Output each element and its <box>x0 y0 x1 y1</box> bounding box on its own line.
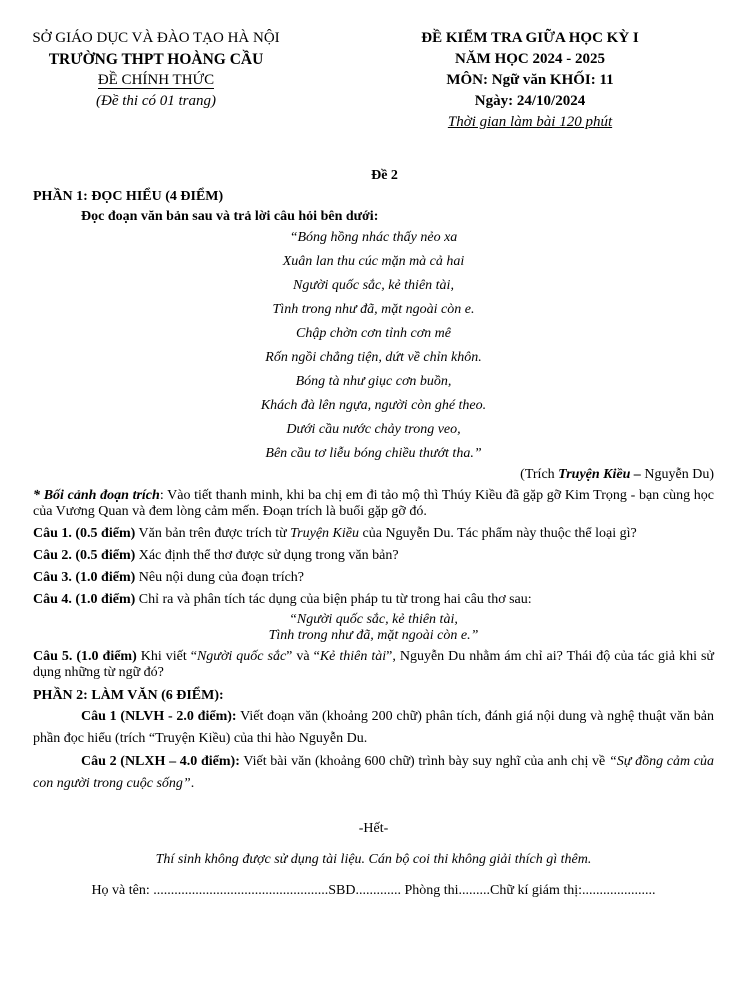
exam-note: Thí sinh không được sử dụng tài liệu. Cán bộ coi thi không giải thích gì thêm. <box>155 851 592 867</box>
exam-date: Ngày: 24/10/2024 <box>474 93 586 109</box>
school-year: NĂM HỌC 2024 - 2025 <box>455 51 605 67</box>
question-5: Câu 5. (1.0 điểm) Khi viết “Người quốc sắc” và “Kẻ thiên tài”, Nguyễn Du nhằm ám chỉ ai? Thái độ của tác giả khi sử dụng những từ ngữ đó? <box>33 649 714 681</box>
question-label: Câu 2. (0.5 điểm) <box>33 548 136 564</box>
poem-line: Bên cầu tơ liễu bóng chiều thướt tha.” <box>265 446 482 462</box>
question-4-quote <box>33 612 714 644</box>
exam-code: Đề 2 <box>371 168 398 183</box>
essay-question-2: Câu 2 (NLXH – 4.0 điểm): Viết bài văn (khoảng 600 chữ) trình bày suy nghĩ của anh chị về “Sự đồng cảm của con người trong cuộc sống”. <box>33 753 715 791</box>
source-work: Truyện Kiều – <box>558 467 641 483</box>
department-name: SỞ GIÁO DỤC VÀ ĐÀO TẠO HÀ NỘI <box>32 30 280 46</box>
poem-line: “Bóng hồng nhác thấy nẻo xa <box>289 230 458 246</box>
question-label: Câu 1 (NLVH - 2.0 điểm): <box>81 708 237 724</box>
question-1: Câu 1. (0.5 điểm) Văn bản trên được trích từ Truyện Kiều của Nguyễn Du. Tác phẩm này thuộc thể loại gì? <box>33 526 637 542</box>
exam-body <box>33 168 714 899</box>
end-mark: -Hết- <box>358 820 389 836</box>
question-2: Câu 2. (0.5 điểm) Xác định thể thơ được sử dụng trong văn bản? <box>33 548 399 564</box>
poem-source: (Trích Truyện Kiều – Nguyễn Du) <box>520 467 714 483</box>
page-count: (Đề thi có 01 trang) <box>96 93 216 109</box>
part2-title: PHẦN 2: LÀM VĂN (6 ĐIỂM): <box>33 688 224 704</box>
poem-line: Rốn ngồi chẳng tiện, dứt về chỉn khôn. <box>265 350 482 366</box>
poem-line: Xuân lan thu cúc mặn mà cả hai <box>282 254 465 270</box>
poem-line: Khách đà lên ngựa, người còn ghé theo. <box>260 398 487 414</box>
poem-line: Tình trong như đã, mặt ngoài còn e. <box>272 302 475 318</box>
quote-line: “Người quốc sắc, kẻ thiên tài, <box>289 612 458 628</box>
part1-title: PHẦN 1: ĐỌC HIỂU (4 ĐIỂM) <box>33 188 224 204</box>
question-label: Câu 3. (1.0 điểm) <box>33 570 136 586</box>
poem-line: Bóng tà như giục cơn buồn, <box>295 374 452 390</box>
essay-question-1: Câu 1 (NLVH - 2.0 điểm): Viết đoạn văn (khoảng 200 chữ) phân tích, đánh giá nội dung và nghệ thuật văn bản phần đọc hiểu (trích “Truyện Kiều) của thi hào Nguyễn Du. <box>33 708 714 746</box>
official-label: ĐỀ CHÍNH THỨC <box>97 72 215 88</box>
exam-duration: Thời gian làm bài 120 phút <box>447 114 613 130</box>
candidate-sign-line: Họ và tên: ..................................................SBD............. Phòng thi.........Chữ kí giám thị:..................... <box>91 882 656 898</box>
subject-grade: MÔN: Ngữ văn KHỐI: 11 <box>446 72 614 88</box>
question-3: Câu 3. (1.0 điểm) Nêu nội dung của đoạn trích? <box>33 570 305 586</box>
question-4: Câu 4. (1.0 điểm) Chỉ ra và phân tích tác dụng của biện pháp tu từ trong hai câu thơ sau: <box>33 592 532 608</box>
question-label: Câu 1. (0.5 điểm) <box>33 526 136 542</box>
quote-line: Tình trong như đã, mặt ngoài còn e.” <box>268 628 479 644</box>
header-left <box>10 28 302 112</box>
poem-line: Chập chờn cơn tỉnh cơn mê <box>296 326 451 342</box>
context-label: * Bối cảnh đoạn trích <box>33 488 160 504</box>
context-paragraph: * Bối cảnh đoạn trích: Vào tiết thanh minh, khi ba chị em đi tảo mộ thì Thúy Kiều đã gặp gỡ Kim Trọng - bạn cùng học của Vương Quan và đem lòng cảm mến. Đoạn trích là buổi gặp gỡ đó. <box>33 488 714 520</box>
poem-line: Người quốc sắc, kẻ thiên tài, <box>293 278 454 294</box>
poem-line: Dưới cầu nước chảy trong veo, <box>286 422 461 438</box>
question-label: Câu 5. (1.0 điểm) <box>33 649 137 665</box>
poem <box>33 226 714 466</box>
question-label: Câu 4. (1.0 điểm) <box>33 592 136 608</box>
school-name: TRƯỜNG THPT HOÀNG CẦU <box>48 51 264 68</box>
part1-instruction: Đọc đoạn văn bản sau và trả lời câu hỏi bên dưới: <box>81 208 379 224</box>
exam-title: ĐỀ KIỂM TRA GIỮA HỌC KỲ I <box>421 30 639 46</box>
header-right <box>380 28 680 133</box>
question-label: Câu 2 (NLXH – 4.0 điểm): <box>81 753 240 769</box>
